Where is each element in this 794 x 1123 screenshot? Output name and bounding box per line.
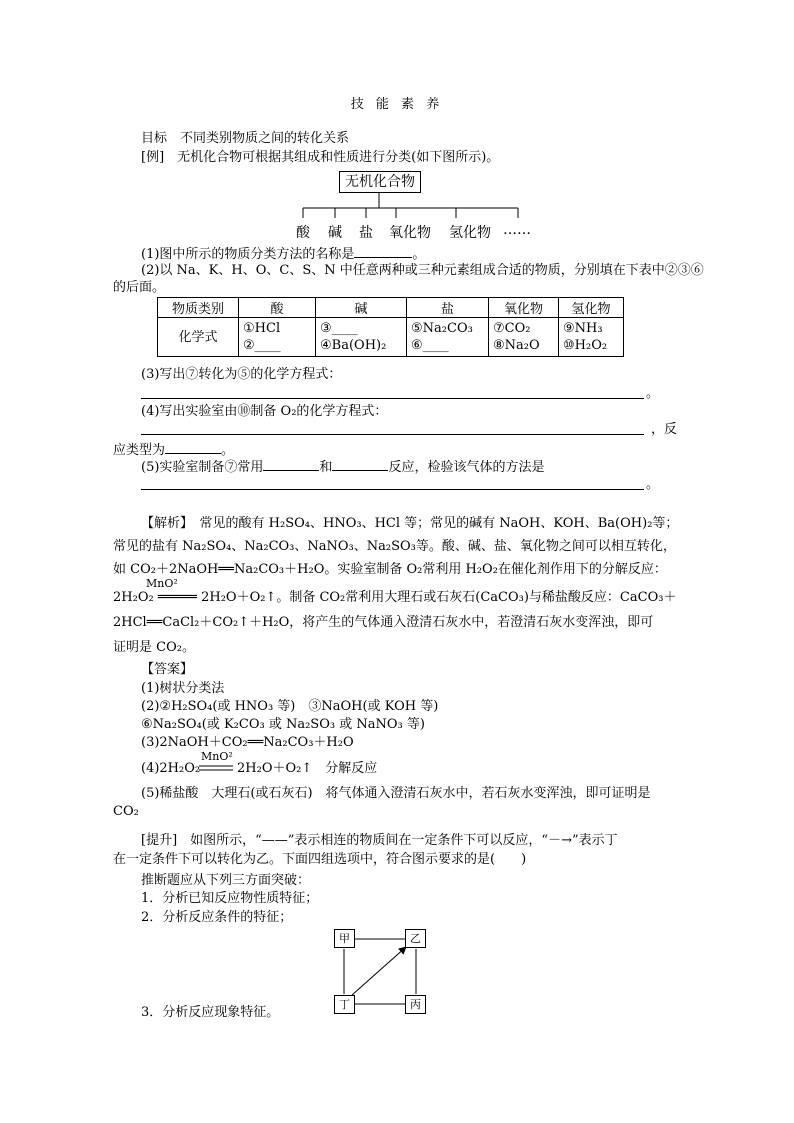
question-2-line1: (2)以 Na、K、H、O、C、S、N 中任意两种或三种元素组成合适的物质，分别填在下表中②③⑥ — [141, 263, 704, 278]
tree-category-acid: 酸 — [296, 225, 310, 241]
table-header: 物质类别 — [158, 298, 239, 318]
answer-1: (1)树状分类法 — [141, 681, 225, 696]
upgrade-line-2: 在一定条件下可以转化为乙。下面四组选项中，符合图示要求的是( ) — [113, 852, 527, 867]
table-header: 氧化物 — [489, 298, 559, 318]
answer-5-end: CO₂ — [113, 804, 139, 819]
answer-5: (5)稀盐酸 大理石(或石灰石) 将气体通入澄清石灰水中，若石灰水变浑浊，即可证明是 — [141, 786, 651, 801]
question-2-line2: 的后面。 — [113, 280, 166, 295]
analysis-line-5: 2HCl══CaCl₂＋CO₂↑＋H₂O，将产生的气体通入澄清石灰水中，若澄清石灰水变浑浊，即可 — [113, 615, 654, 630]
upgrade-line-1: [提升] 如图所示，“——”表示相连的物质间在一定条件下可以反应，“－→”表示丁 — [141, 833, 618, 848]
tree-category-oxide: 氧化物 — [389, 225, 431, 241]
classification-table — [157, 297, 624, 357]
question-1-end: 。 — [412, 247, 426, 262]
tip-heading: 推断题应从下列三方面突破： — [141, 873, 311, 888]
analysis-line-2: 常见的盐有 Na₂SO₄、Na₂CO₃、NaNO₃、Na₂SO₃等。酸、碱、盐、氧化物之间可以相互转化， — [113, 539, 676, 554]
answer-blank-4 — [165, 441, 221, 454]
answer-2b: ⑥Na₂SO₄(或 K₂CO₃ 或 Na₂SO₃ 或 NaNO₃ 等) — [141, 717, 425, 732]
tree-category-salt: 盐 — [359, 225, 373, 241]
table-row-label: 化学式 — [158, 318, 239, 357]
page-title: 技 能 素 养 — [350, 97, 444, 112]
question-1-text: (1)图中所示的物质分类方法的名称是 — [141, 247, 355, 262]
answer-4-right: 2H₂O＋O₂↑ 分解反应 — [237, 761, 378, 776]
tree-root: 无机化合物 — [339, 171, 421, 193]
answer-blank-1 — [354, 245, 412, 258]
tip-3: 3．分析反应现象特征。 — [141, 1005, 280, 1020]
question-3: (3)写出⑦转化为⑤的化学方程式： — [141, 367, 342, 382]
answer-3: (3)2NaOH＋CO₂══Na₂CO₃＋H₂O — [141, 735, 354, 750]
analysis-line-1: 【解析】 常见的酸有 H₂SO₄、HNO₃、HCl 等；常见的碱有 NaOH、KOH、Ba(OH)₂等； — [141, 516, 679, 531]
tree-category-etc: …… — [503, 222, 531, 238]
tip-2: 2．分析反应条件的特征； — [141, 910, 293, 925]
tip-1: 1．分析已知反应物性质特征； — [141, 891, 319, 906]
table-header: 氢化物 — [559, 298, 624, 318]
answer-blank-5a — [263, 458, 319, 471]
tree-connector-lines — [0, 0, 794, 260]
analysis-catalyst: MnO² — [146, 577, 178, 590]
figure-node-bing: 丙 — [405, 995, 426, 1014]
answer-line-4 — [141, 434, 644, 435]
example-intro: [例] 无机化合物可根据其组成和性质进行分类(如下图所示)。 — [141, 150, 500, 165]
tree-category-hydride: 氢化物 — [449, 225, 491, 241]
question-4: (4)写出实验室由⑩制备 O₂的化学方程式： — [141, 404, 388, 419]
answer-4-left: (4)2H₂O₂ — [141, 761, 201, 776]
answer-blank-5b — [332, 458, 388, 471]
table-cell-acid: ①HCl ②____ — [239, 318, 316, 357]
answer-line-5 — [141, 489, 644, 490]
figure-node-ding: 丁 — [334, 995, 355, 1014]
analysis-line-6: 证明是 CO₂。 — [113, 640, 195, 655]
answer-heading: 【答案】 — [141, 662, 194, 677]
figure-node-jia: 甲 — [334, 929, 355, 948]
goal-heading: 目标 不同类别物质之间的转化关系 — [141, 131, 350, 146]
question-5-period: 。 — [646, 477, 660, 492]
question-4-tail: ，反 — [651, 422, 678, 437]
question-3-period: 。 — [646, 386, 660, 401]
equals-sign-icon — [199, 764, 233, 772]
table-header: 酸 — [239, 298, 316, 318]
answer-4-catalyst: MnO² — [201, 750, 233, 763]
table-header: 盐 — [407, 298, 489, 318]
answer-2: (2)②H₂SO₄(或 HNO₃ 等) ③NaOH(或 KOH 等) — [141, 699, 439, 714]
tree-category-base: 碱 — [328, 225, 342, 241]
table-cell-base: ③____ ④Ba(OH)₂ — [316, 318, 407, 357]
analysis-heading: 【解析】 — [141, 516, 187, 531]
table-cell-hydride: ⑨NH₃ ⑩H₂O₂ — [559, 318, 624, 357]
answer-line-3 — [141, 398, 644, 399]
analysis-line-4: 2H₂O₂ ═════ 2H₂O＋O₂↑。制备 CO₂常利用大理石或石灰石(CaCO₃)与稀盐酸反应：CaCO₃＋ — [113, 590, 677, 605]
question-4-line2: 应类型为 。 — [113, 443, 235, 458]
question-5: (5)实验室制备⑦常用 和 反应，检验该气体的方法是 — [141, 460, 545, 475]
table-cell-oxide: ⑦CO₂ ⑧Na₂O — [489, 318, 559, 357]
table-cell-salt: ⑤Na₂CO₃ ⑥____ — [407, 318, 489, 357]
question-1 — [141, 245, 425, 263]
analysis-line-3: 如 CO₂＋2NaOH══Na₂CO₃＋H₂O。实验室制备 O₂常利用 H₂O₂在催化剂作用下的分解反应： — [113, 562, 667, 577]
figure-node-yi: 乙 — [405, 929, 426, 948]
table-header: 碱 — [316, 298, 407, 318]
